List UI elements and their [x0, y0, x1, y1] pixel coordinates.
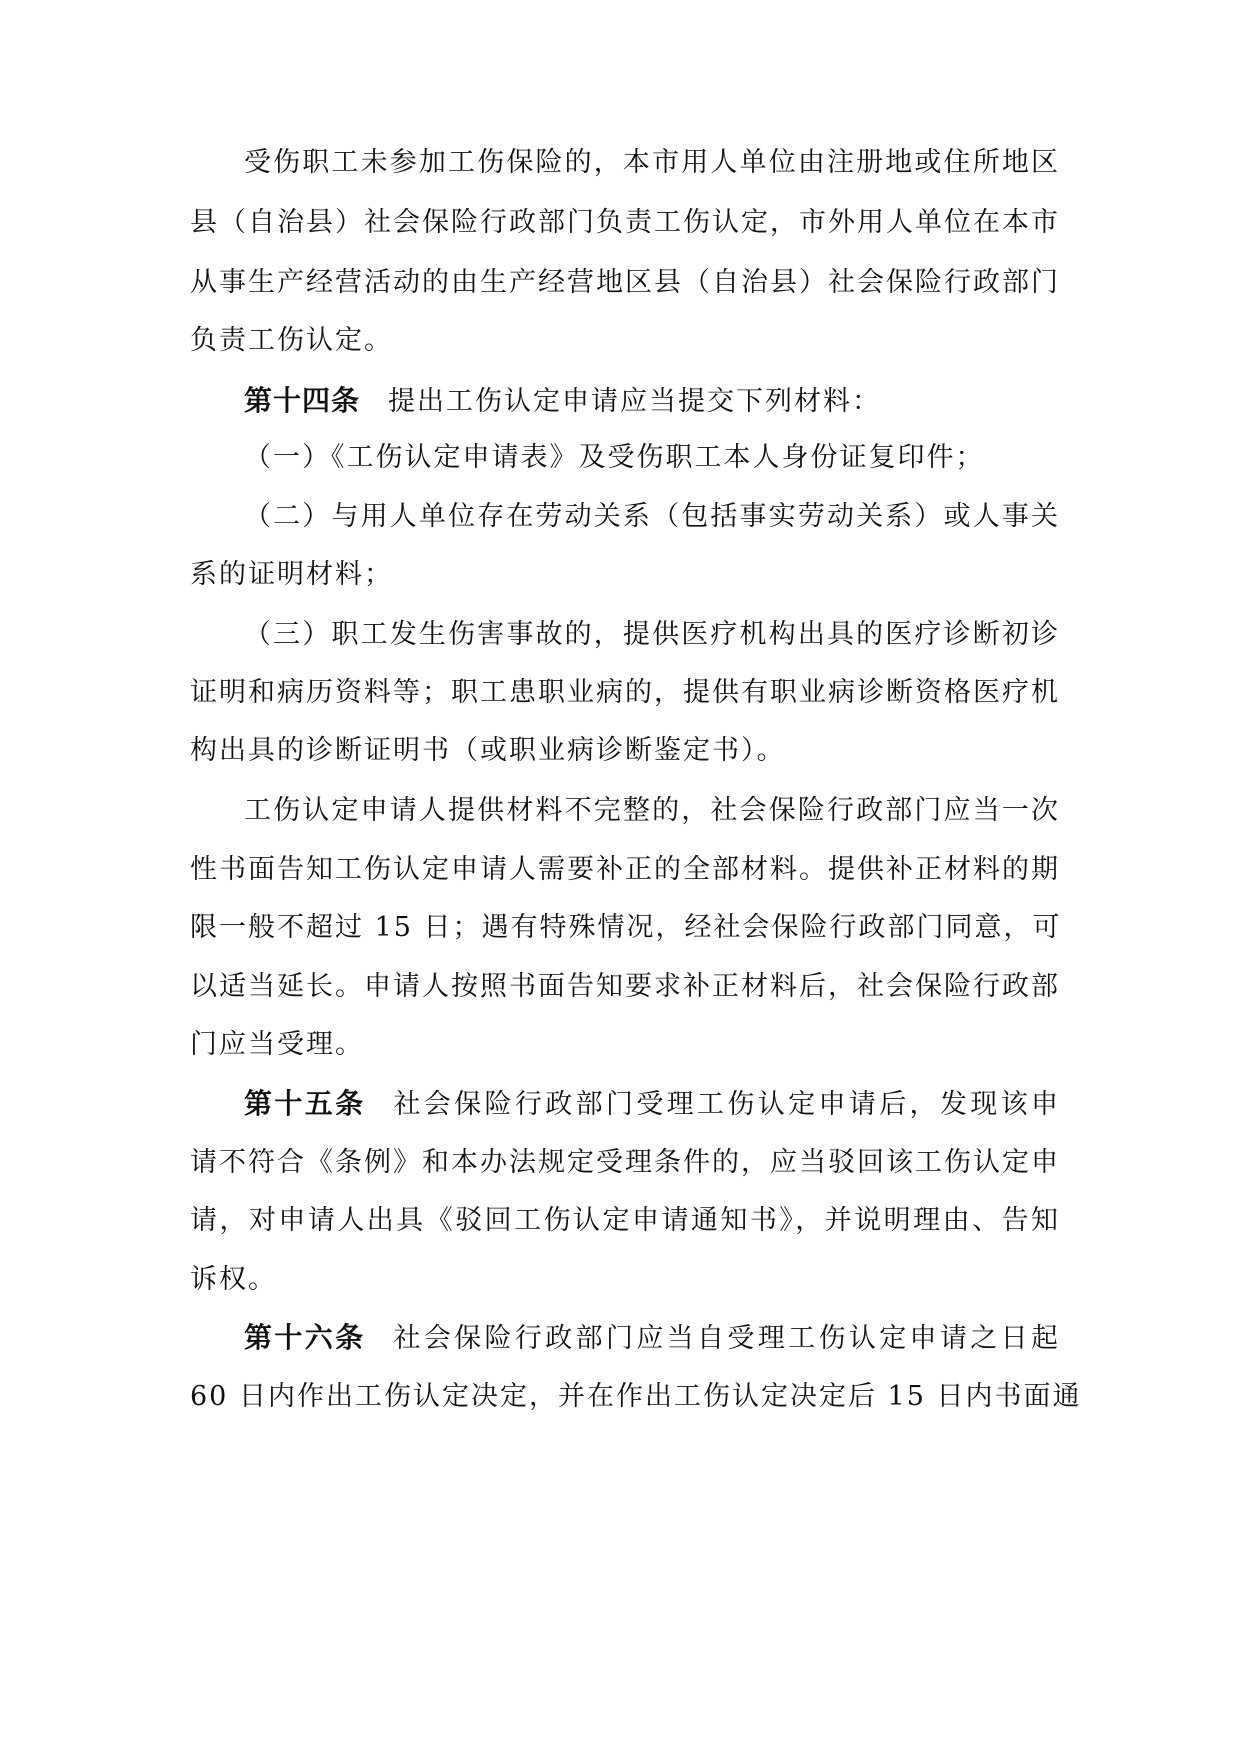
paragraph-line: 从事生产经营活动的由生产经营地区县（自治县）社会保险行政部门	[190, 267, 1060, 298]
list-item-line: （二）与用人单位存在劳动关系（包括事实劳动关系）或人事关	[244, 501, 1060, 532]
list-item-line: 证明和病历资料等；职工患职业病的，提供有职业病诊断资格医疗机	[190, 677, 1060, 708]
paragraph-line: 门应当受理。	[190, 1029, 364, 1060]
paragraph-line: 限一般不超过 15 日；遇有特殊情况，经社会保险行政部门同意，可	[190, 912, 1062, 943]
article-16-heading-line	[244, 1314, 1060, 1362]
article-text: 提出工伤认定申请应当提交下列材料：	[388, 386, 882, 417]
paragraph-line: 诉权。	[190, 1264, 277, 1295]
list-item-line: （三）职工发生伤害事故的，提供医疗机构出具的医疗诊断初诊	[244, 619, 1060, 650]
paragraph-line: 以适当延长。申请人按照书面告知要求补正材料后，社会保险行政部	[190, 971, 1060, 1002]
article-text: 社会保险行政部门应当自受理工伤认定申请之日起	[393, 1323, 1060, 1354]
list-item-line: （一）《工伤认定申请表》及受伤职工本人身份证复印件；	[244, 442, 985, 473]
list-item-line: 构出具的诊断证明书（或职业病诊断鉴定书）。	[190, 735, 786, 766]
paragraph-line: 请不符合《条例》和本办法规定受理条件的，应当驳回该工伤认定申	[190, 1147, 1060, 1178]
article-title: 第十六条	[244, 1321, 366, 1354]
article-15-heading-line	[244, 1080, 1060, 1128]
paragraph-line: 负责工伤认定。	[190, 325, 393, 356]
paragraph-line: 工伤认定申请人提供材料不完整的，社会保险行政部门应当一次	[244, 795, 1060, 826]
article-title: 第十五条	[244, 1087, 366, 1120]
paragraph-line: 60 日内作出工伤认定决定，并在作出工伤认定决定后 15 日内书面通	[190, 1381, 1082, 1412]
article-14-heading-line	[244, 377, 1060, 425]
paragraph-line: 受伤职工未参加工伤保险的，本市用人单位由注册地或住所地区	[244, 147, 1060, 178]
list-item-line: 系的证明材料；	[190, 559, 393, 590]
paragraph-line: 性书面告知工伤认定申请人需要补正的全部材料。提供补正材料的期	[190, 854, 1060, 885]
article-text: 社会保险行政部门受理工伤认定申请后，发现该申	[393, 1089, 1060, 1120]
paragraph-line: 请，对申请人出具《驳回工伤认定申请通知书》，并说明理由、告知	[190, 1205, 1060, 1236]
paragraph-line: 县（自治县）社会保险行政部门负责工伤认定，市外用人单位在本市	[190, 207, 1060, 238]
article-title: 第十四条	[244, 384, 361, 417]
